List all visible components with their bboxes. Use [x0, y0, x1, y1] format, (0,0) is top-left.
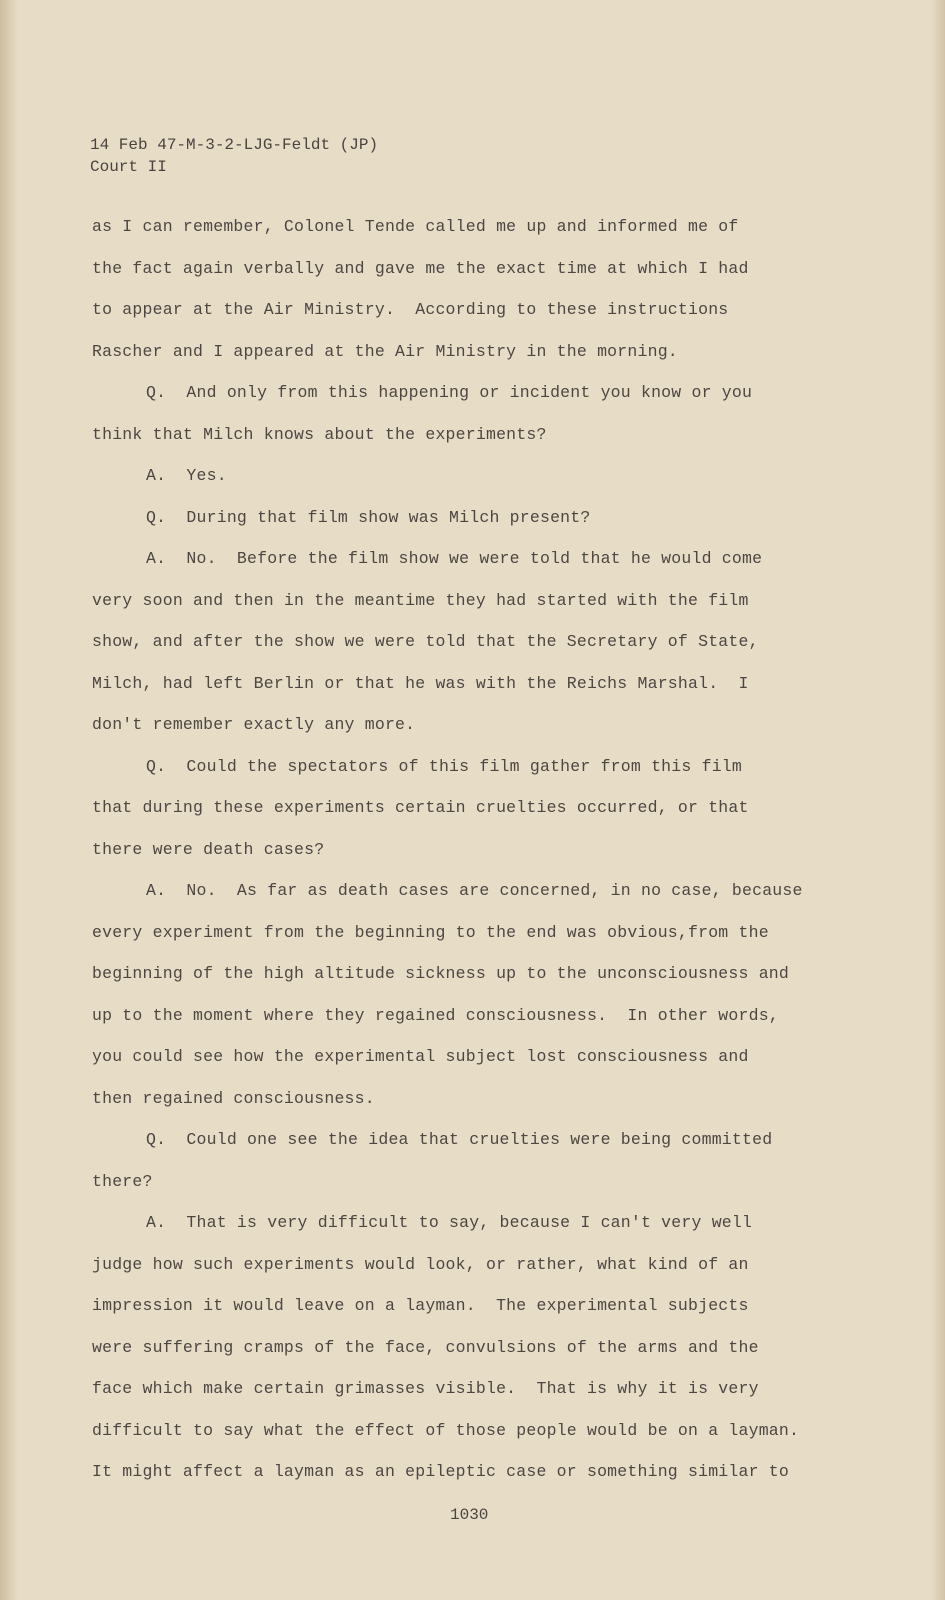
transcript-line: Rascher and I appeared at the Air Ministry in the morning.: [92, 341, 678, 361]
transcript-line: Milch, had left Berlin or that he was with the Reichs Marshal. I: [92, 673, 749, 693]
transcript-line: to appear at the Air Ministry. According to these instructions: [92, 300, 729, 319]
transcript-line: show, and after the show we were told that the Secretary of State,: [92, 632, 759, 651]
transcript-line: Q. And only from this happening or incident you know or you: [146, 383, 753, 402]
transcript-body: [92, 206, 832, 1493]
transcript-line: the fact again verbally and gave me the exact time at which I had: [92, 258, 749, 278]
transcript-line: Q. During that film show was Milch present?: [146, 507, 591, 527]
transcript-line: Q. Could one see the idea that cruelties were being committed: [146, 1130, 773, 1149]
page-number: 1030: [450, 1506, 489, 1524]
transcript-line: judge how such experiments would look, or rather, what kind of an: [92, 1254, 749, 1274]
header-reference-line: 14 Feb 47-M-3-2-LJG-Feldt (JP): [90, 136, 379, 154]
transcript-line: there were death cases?: [92, 839, 325, 859]
transcript-line: think that Milch knows about the experiments?: [92, 424, 547, 444]
transcript-line: face which make certain grimasses visible. That is why it is very: [92, 1379, 759, 1398]
transcript-line: that during these experiments certain cruelties occurred, or that: [92, 798, 749, 817]
transcript-line: were suffering cramps of the face, convulsions of the arms and the: [92, 1337, 759, 1357]
transcript-line: don't remember exactly any more.: [92, 715, 416, 734]
transcript-line: A. Yes.: [146, 466, 227, 485]
transcript-line: beginning of the high altitude sickness up to the unconsciousness and: [92, 964, 790, 983]
transcript-line: difficult to say what the effect of those people would be on a layman.: [92, 1420, 800, 1440]
transcript-line: A. No. Before the film show we were told that he would come: [146, 549, 763, 568]
transcript-line: impression it would leave on a layman. The experimental subjects: [92, 1296, 749, 1315]
transcript-line: there?: [92, 1171, 153, 1191]
transcript-line: then regained consciousness.: [92, 1088, 375, 1108]
transcript-line: A. No. As far as death cases are concerned, in no case, because: [146, 881, 803, 900]
transcript-line: you could see how the experimental subject lost consciousness and: [92, 1047, 749, 1066]
document-header: [90, 134, 378, 178]
transcript-line: every experiment from the beginning to the end was obvious,from the: [92, 922, 769, 942]
transcript-line: as I can remember, Colonel Tende called me up and informed me of: [92, 217, 739, 236]
transcript-line: very soon and then in the meantime they had started with the film: [92, 590, 749, 610]
page-left-edge: [0, 0, 18, 1600]
transcript-line: up to the moment where they regained consciousness. In other words,: [92, 1005, 779, 1025]
transcript-line: It might affect a layman as an epileptic case or something similar to: [92, 1462, 790, 1481]
header-court-line: Court II: [90, 158, 167, 176]
page-right-edge: [931, 0, 945, 1600]
transcript-line: Q. Could the spectators of this film gather from this film: [146, 756, 742, 776]
transcript-line: A. That is very difficult to say, because I can't very well: [146, 1213, 753, 1232]
